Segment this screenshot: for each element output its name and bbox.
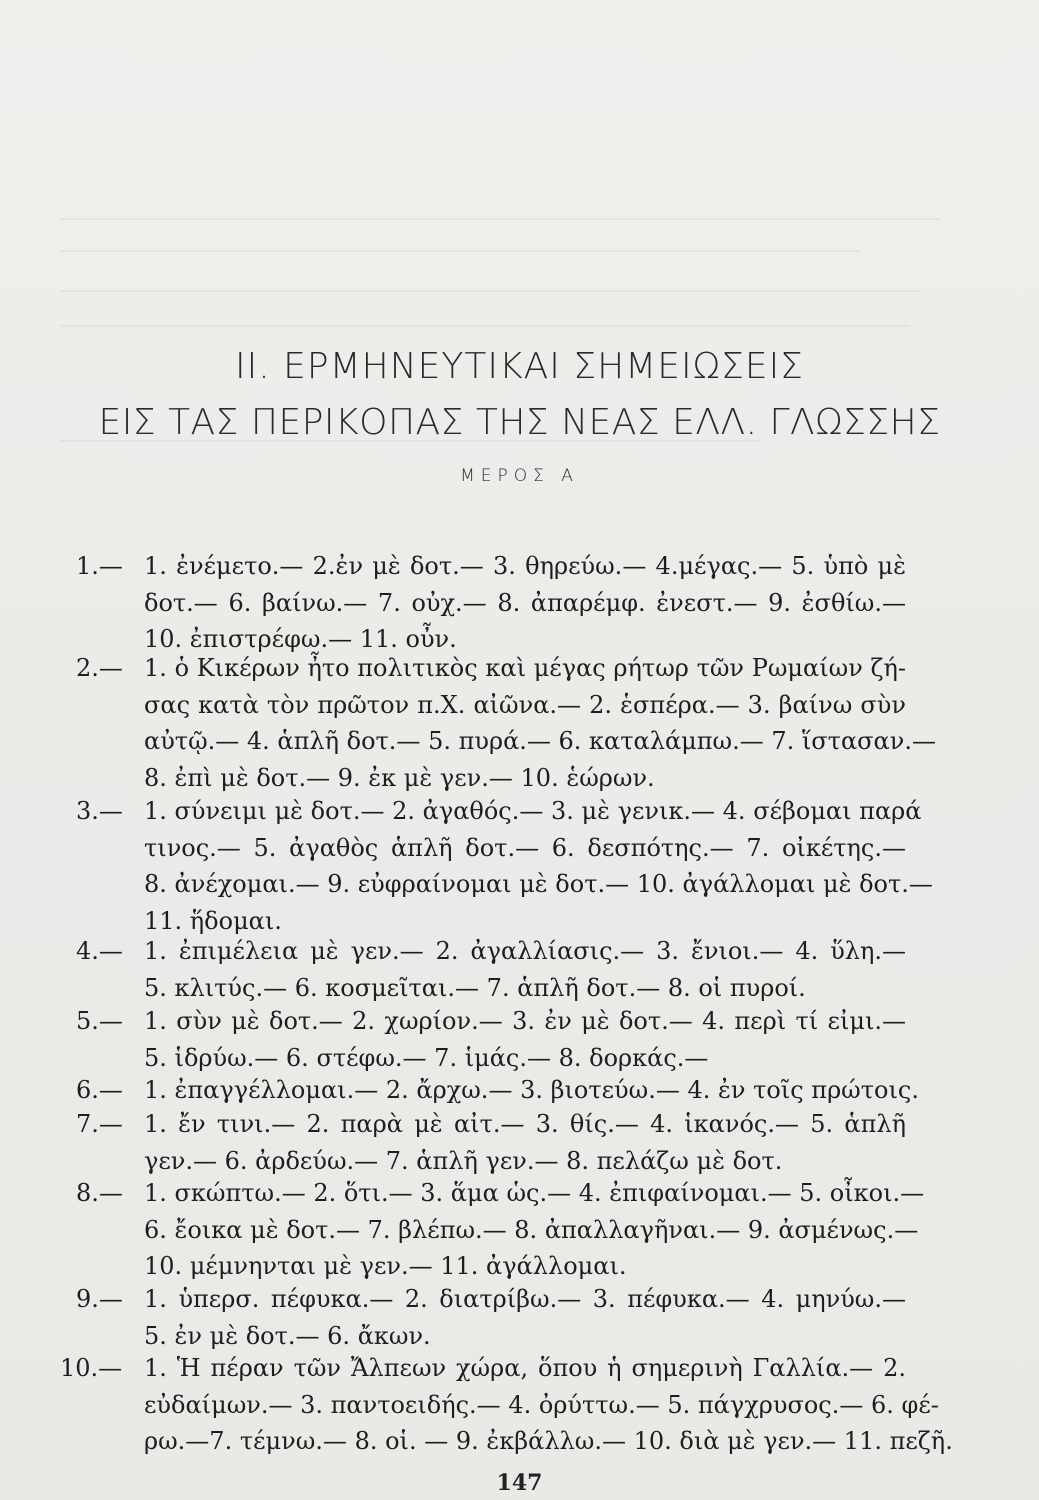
part-label: ΜΕΡΟΣ Α xyxy=(460,466,579,486)
entry-line: αὐτῷ.— 4. ἁπλῆ δοτ.— 5. πυρά.— 6. καταλάμπω.— 7. ἵστασαν.— xyxy=(144,727,936,756)
entry-line: 1. ἔν τινι.— 2. παρὰ μὲ αἰτ.— 3. θίς.— 4. ἱκανός.— 5. ἁπλῆ xyxy=(144,1110,906,1138)
entry-line: 1. Ἡ πέραν τῶν Ἄλπεων χώρα, ὅπου ἡ σημερινὴ Γαλλία.— 2. xyxy=(144,1354,906,1382)
entry-number: 6.— xyxy=(76,1076,123,1104)
note-entry-9 xyxy=(76,1281,906,1354)
entry-number: 7.— xyxy=(76,1110,123,1138)
entry-number: 5.— xyxy=(76,1007,123,1035)
entry-line: 5. ἐν μὲ δοτ.— 6. ἄκων. xyxy=(144,1321,431,1350)
page-number: 147 xyxy=(496,1470,543,1496)
entry-line: 5. κλιτύς.— 6. κοσμεῖται.— 7. ἁπλῆ δοτ.— 8. οἱ πυροί. xyxy=(144,973,806,1002)
entry-number: 3.— xyxy=(76,797,123,825)
entry-line: τινος.— 5. ἀγαθὸς ἁπλῆ δοτ.— 6. δεσπότης.— 7. οἰκέτης.— xyxy=(144,833,906,862)
note-entry-5 xyxy=(76,1003,906,1076)
entry-line: εὐδαίμων.— 3. παντοειδής.— 4. ὀρύττω.— 5. πάγχρυσος.— 6. φέ- xyxy=(144,1390,939,1419)
entry-line: 8. ἀνέχομαι.— 9. εὐφραίνομαι μὲ δοτ.— 10. ἀγάλλομαι μὲ δοτ.— xyxy=(144,870,933,899)
note-entry-1 xyxy=(76,548,906,658)
section-heading: II. ΕΡΜΗΝΕΥΤΙΚΑΙ ΣΗΜΕΙΩΣΕΙΣ xyxy=(235,346,804,387)
section-subheading: ΕΙΣ ΤΑΣ ΠΕΡΙΚΟΠΑΣ ΤΗΣ ΝΕΑΣ ΕΛΛ. ΓΛΩΣΣΗΣ xyxy=(98,402,941,443)
entry-line: 1. σύνειμι μὲ δοτ.— 2. ἀγαθός.— 3. μὲ γενικ.— 4. σέβομαι παρά xyxy=(144,797,922,825)
entry-number: 9.— xyxy=(76,1285,123,1313)
entry-line: 6. ἔοικα μὲ δοτ.— 7. βλέπω.— 8. ἀπαλλαγῆναι.— 9. ἀσμένως.— xyxy=(144,1215,919,1244)
entry-number: 4.— xyxy=(76,937,123,965)
note-entry-7 xyxy=(76,1106,906,1179)
entry-line: 11. ἥδομαι. xyxy=(144,906,282,935)
show-through-line xyxy=(60,325,910,327)
entry-line: 1. ἐπιμέλεια μὲ γεν.— 2. ἀγαλλίασις.— 3. ἔνιοι.— 4. ὕλη.— xyxy=(144,937,906,965)
entry-line: 1. ἐνέμετο.— 2.ἐν μὲ δοτ.— 3. θηρεύω.— 4.μέγας.— 5. ὑπὸ μὲ xyxy=(144,552,906,580)
entry-line: 1. σὺν μὲ δοτ.— 2. χωρίον.— 3. ἐν μὲ δοτ.— 4. περὶ τί εἰμι.— xyxy=(144,1007,906,1035)
entry-line: 1. ἐπαγγέλλομαι.— 2. ἄρχω.— 3. βιοτεύω.— 4. ἐν τοῖς πρώτοις. xyxy=(144,1076,919,1104)
entry-line: 1. ὁ Κικέρων ἦτο πολιτικὸς καὶ μέγας ρήτωρ τῶν Ρωμαίων ζή- xyxy=(144,654,906,682)
entry-number: 10.— xyxy=(60,1354,123,1382)
entry-line: γεν.— 6. ἀρδεύω.— 7. ἁπλῆ γεν.— 8. πελάζω μὲ δοτ. xyxy=(144,1146,783,1175)
entry-line: 10. ἐπιστρέφω.— 11. οὖν. xyxy=(144,625,457,654)
note-entry-10 xyxy=(60,1350,953,1460)
entry-line: 5. ἱδρύω.— 6. στέφω.— 7. ἱμάς.— 8. δορκάς.— xyxy=(144,1043,709,1072)
show-through-line xyxy=(60,250,860,252)
entry-number: 8.— xyxy=(76,1179,123,1207)
entry-line: ρω.—7. τέμνω.— 8. οἱ. — 9. ἐκβάλλω.— 10. διὰ μὲ γεν.— 11. πεζῆ. xyxy=(144,1427,953,1456)
note-entry-8 xyxy=(76,1175,925,1285)
entry-line: σας κατὰ τὸν πρῶτον π.Χ. αἰῶνα.— 2. ἑσπέρα.— 3. βαίνω σὺν xyxy=(144,690,906,719)
note-entry-4 xyxy=(76,933,906,1006)
entry-line: 8. ἐπὶ μὲ δοτ.— 9. ἐκ μὲ γεν.— 10. ἑώρων. xyxy=(144,763,655,792)
note-entry-6 xyxy=(76,1072,919,1109)
entry-number: 2.— xyxy=(76,654,123,682)
entry-line: 1. σκώπτω.— 2. ὅτι.— 3. ἅμα ὡς.— 4. ἐπιφαίνομαι.— 5. οἶκοι.— xyxy=(144,1179,925,1207)
show-through-line xyxy=(60,218,940,220)
entry-line: δοτ.— 6. βαίνω.— 7. οὐχ.— 8. ἀπαρέμφ. ἐνεστ.— 9. ἐσθίω.— xyxy=(144,588,906,617)
show-through-line xyxy=(60,290,920,292)
entry-line: 1. ὑπερσ. πέφυκα.— 2. διατρίβω.— 3. πέφυκα.— 4. μηνύω.— xyxy=(144,1285,906,1313)
note-entry-3 xyxy=(76,793,933,939)
entry-number: 1.— xyxy=(76,552,123,580)
entry-line: 10. μέμνηνται μὲ γεν.— 11. ἀγάλλομαι. xyxy=(144,1252,627,1281)
note-entry-2 xyxy=(76,650,936,796)
